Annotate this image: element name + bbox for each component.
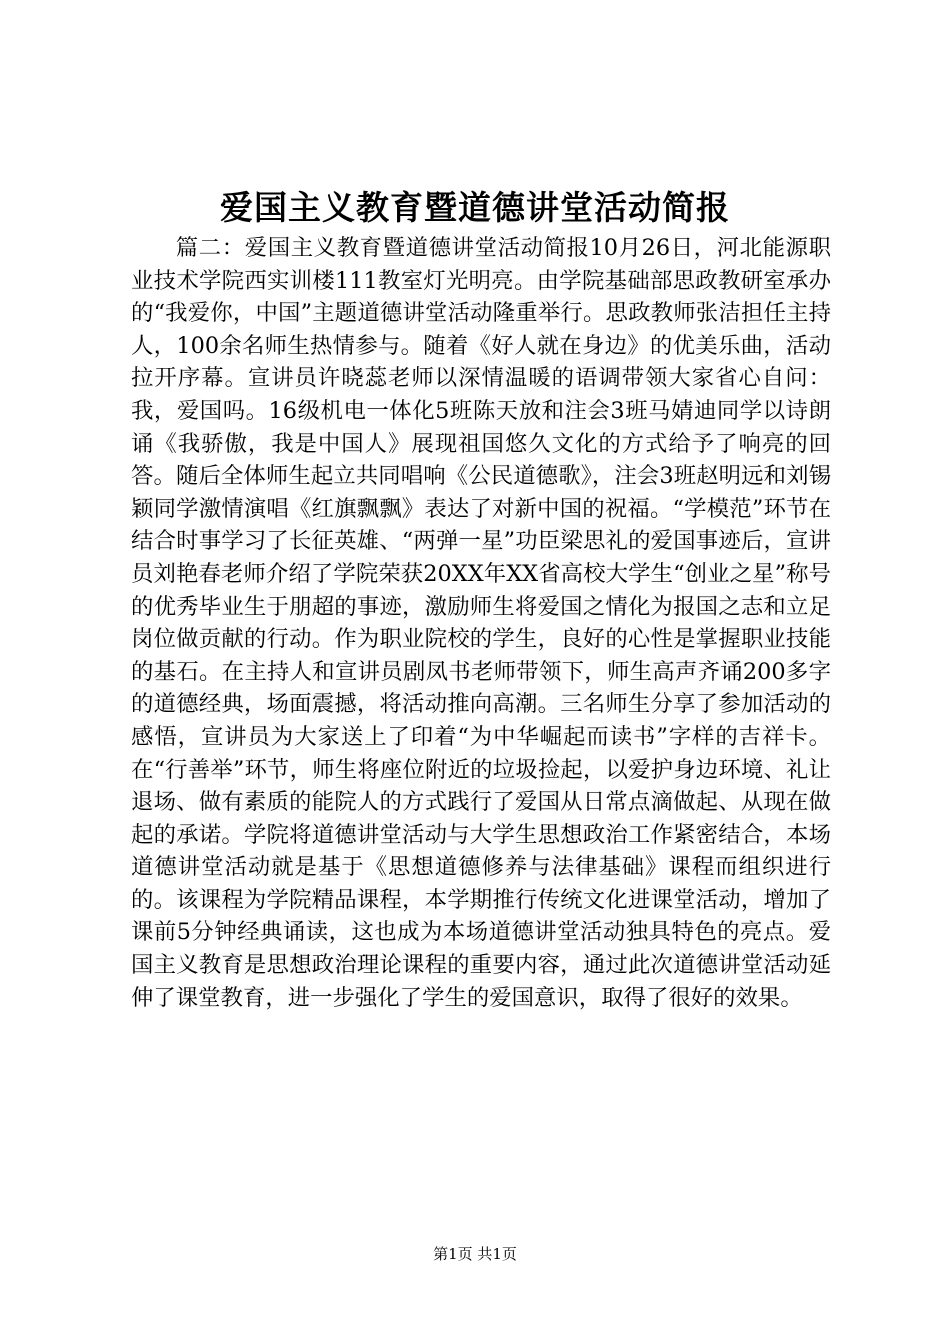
document-title: 爱国主义教育暨道德讲堂活动简报: [220, 188, 730, 227]
page-footer: 第1页 共1页: [433, 1245, 517, 1263]
document-body: 篇二：爱国主义教育暨道德讲堂活动简报10月26日，河北能源职业技术学院西实训楼111教室灯光明亮。由学院基础部思政教研室承办的“我爱你，中国”主题道德讲堂活动隆重举行。思政教师张洁担任主持人，100余名师生热情参与。随着《好人就在身边》的优美乐曲，活动拉开序幕。宣讲员许晓蕊老师以深情温暖的语调带领大家省心自问：我，爱国吗。16级机电一体化5班陈天放和注会3班马婧迪同学以诗朗诵《我骄傲，我是中国人》展现祖国悠久文化的方式给予了响亮的回答。随后全体师生起立共同唱响《公民道德歌》，注会3班赵明远和刘锡颖同学激情演唱《红旗飘飘》表达了对新中国的祝福。“学模范”环节在结合时事学习了长征英雄、“两弹一星”功臣梁思礼的爱国事迹后，宣讲员刘艳春老师介绍了学院荣获20XX年XX省高校大学生“创业之星”称号的优秀毕业生于朋超的事迹，激励师生将爱国之情化为报国之志和立足岗位做贡献的行动。作为职业院校的学生，良好的心性是掌握职业技能的基石。在主持人和宣讲员剧凤书老师带领下，师生高声齐诵200多字的道德经典，场面震撼，将活动推向高潮。三名师生分享了参加活动的感悟，宣讲员为大家送上了印着“为中华崛起而读书”字样的吉祥卡。在“行善举”环节，师生将座位附近的垃圾捡起，以爱护身边环境、礼让退场、做有素质的能院人的方式践行了爱国从日常点滴做起、从现在做起的承诺。学院将道德讲堂活动与大学生思想政治工作紧密结合，本场道德讲堂活动就是基于《思想道德修养与法律基础》课程而组织进行的。该课程为学院精品课程，本学期推行传统文化进课堂活动，增加了课前5分钟经典诵读，这也成为本场道德讲堂活动独具特色的亮点。爱国主义教育是思想政治理论课程的重要内容，通过此次道德讲堂活动延伸了课堂教育，进一步强化了学生的爱国意识，取得了很好的效果。: [131, 235, 831, 1011]
